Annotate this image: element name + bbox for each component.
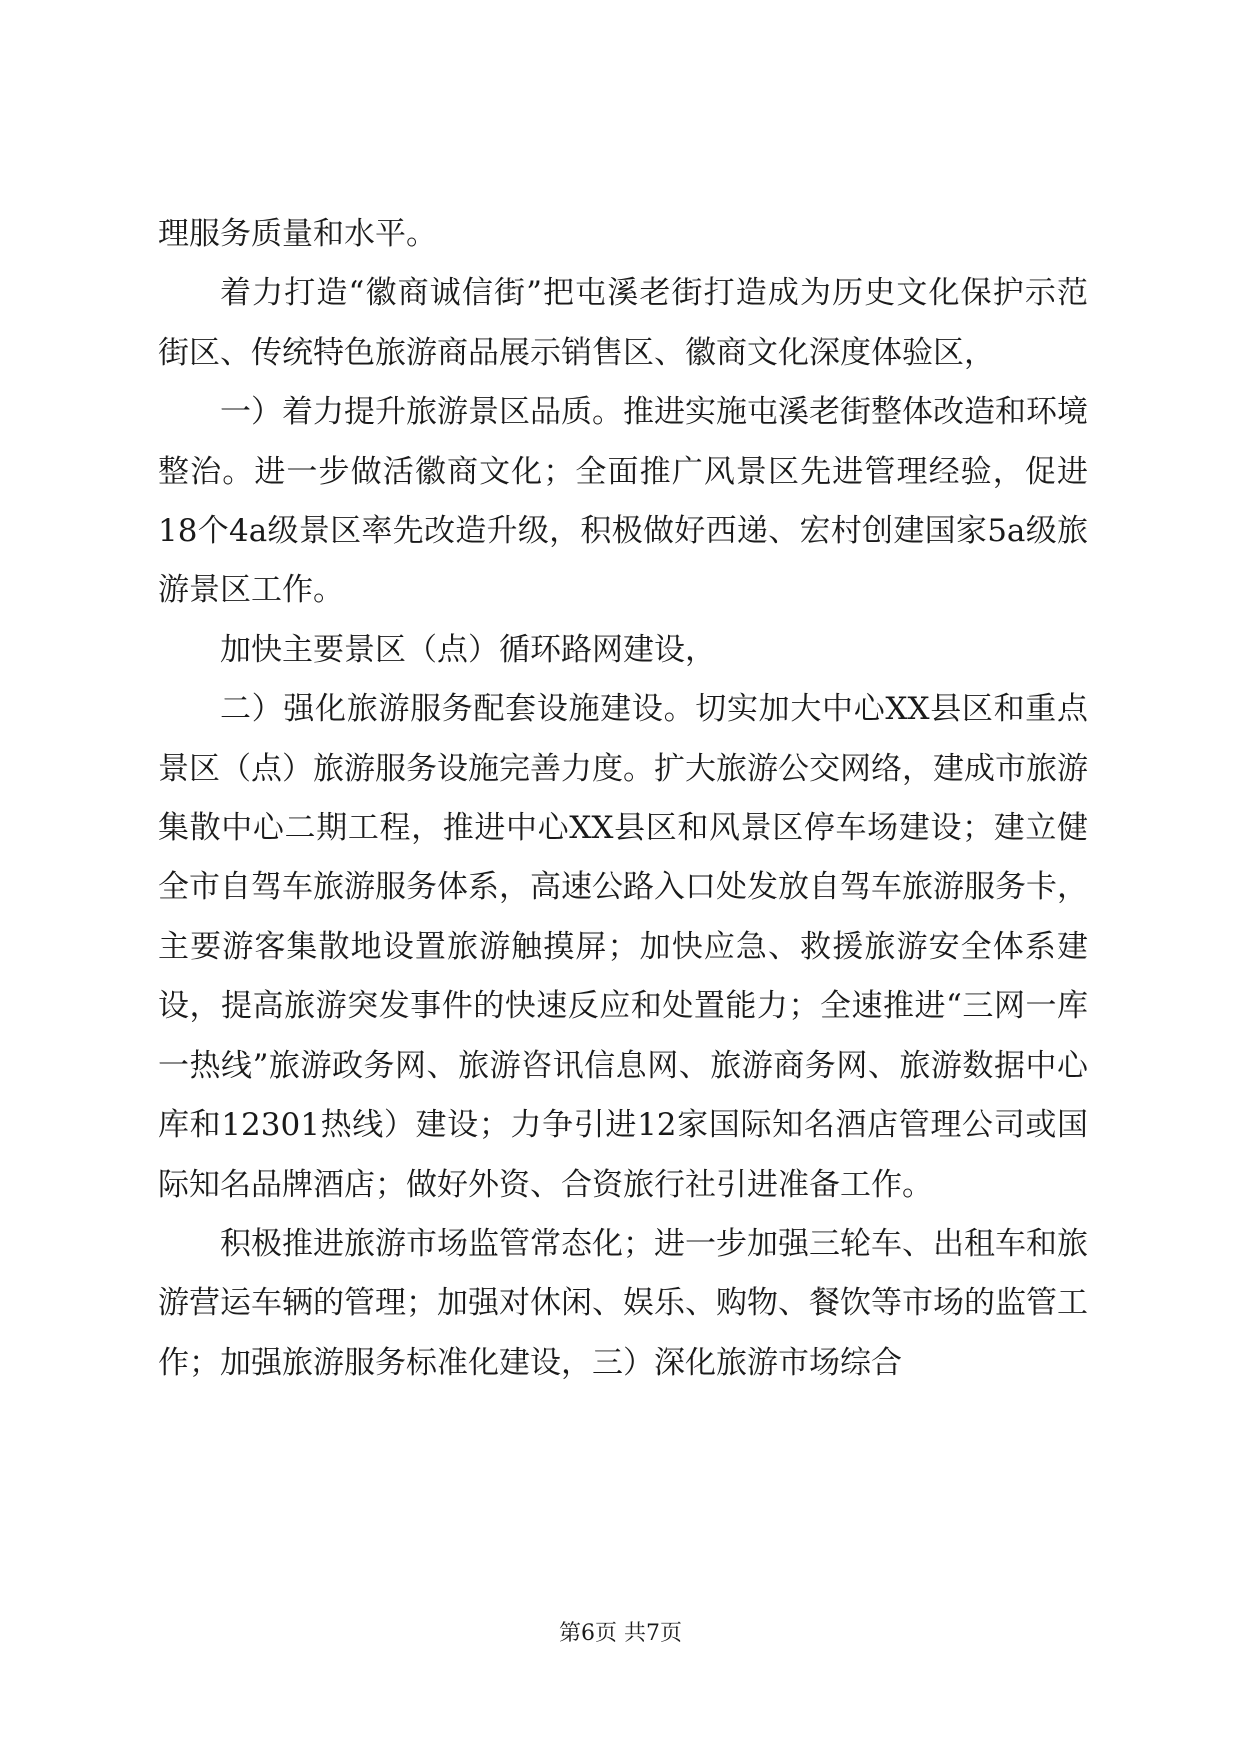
- paragraph-2: 着力打造“徽商诚信街”把屯溪老街打造成为历史文化保护示范街区、传统特色旅游商品展示销售区、徽商文化深度体验区，: [158, 275, 1088, 371]
- paragraph-1: 理服务质量和水平。: [158, 216, 437, 252]
- page-footer: 第6页 共7页: [559, 1621, 682, 1646]
- paragraph-4: 加快主要景区（点）循环路网建设，: [220, 631, 716, 668]
- document-body: [158, 205, 1088, 1393]
- paragraph-6: 积极推进旅游市场监管常态化；进一步加强三轮车、出租车和旅游营运车辆的管理；加强对休闲、娱乐、购物、餐饮等市场的监管工作；加强旅游服务标准化建设，三）深化旅游市场综合: [158, 1225, 1088, 1381]
- paragraph-3: 一）着力提升旅游景区品质。推进实施屯溪老街整体改造和环境整治。进一步做活徽商文化；全面推广风景区先进管理经验，促进18个4a级景区率先改造升级，积极做好西递、宏村创建国家5a级旅游景区工作。: [158, 394, 1088, 609]
- paragraph-5: 二）强化旅游服务配套设施建设。切实加大中心XX县区和重点景区（点）旅游服务设施完善力度。扩大旅游公交网络，建成市旅游集散中心二期工程，推进中心XX县区和风景区停车场建设；建立健全市自驾车旅游服务体系，高速公路入口处发放自驾车旅游服务卡，主要游客集散地设置旅游触摸屏；加快应急、救援旅游安全体系建设，提高旅游突发事件的快速反应和处置能力；全速推进“三网一库一热线”旅游政务网、旅游咨讯信息网、旅游商务网、旅游数据中心库和12301热线）建设；力争引进12家国际知名酒店管理公司或国际知名品牌酒店；做好外资、合资旅行社引进准备工作。: [158, 691, 1088, 1203]
